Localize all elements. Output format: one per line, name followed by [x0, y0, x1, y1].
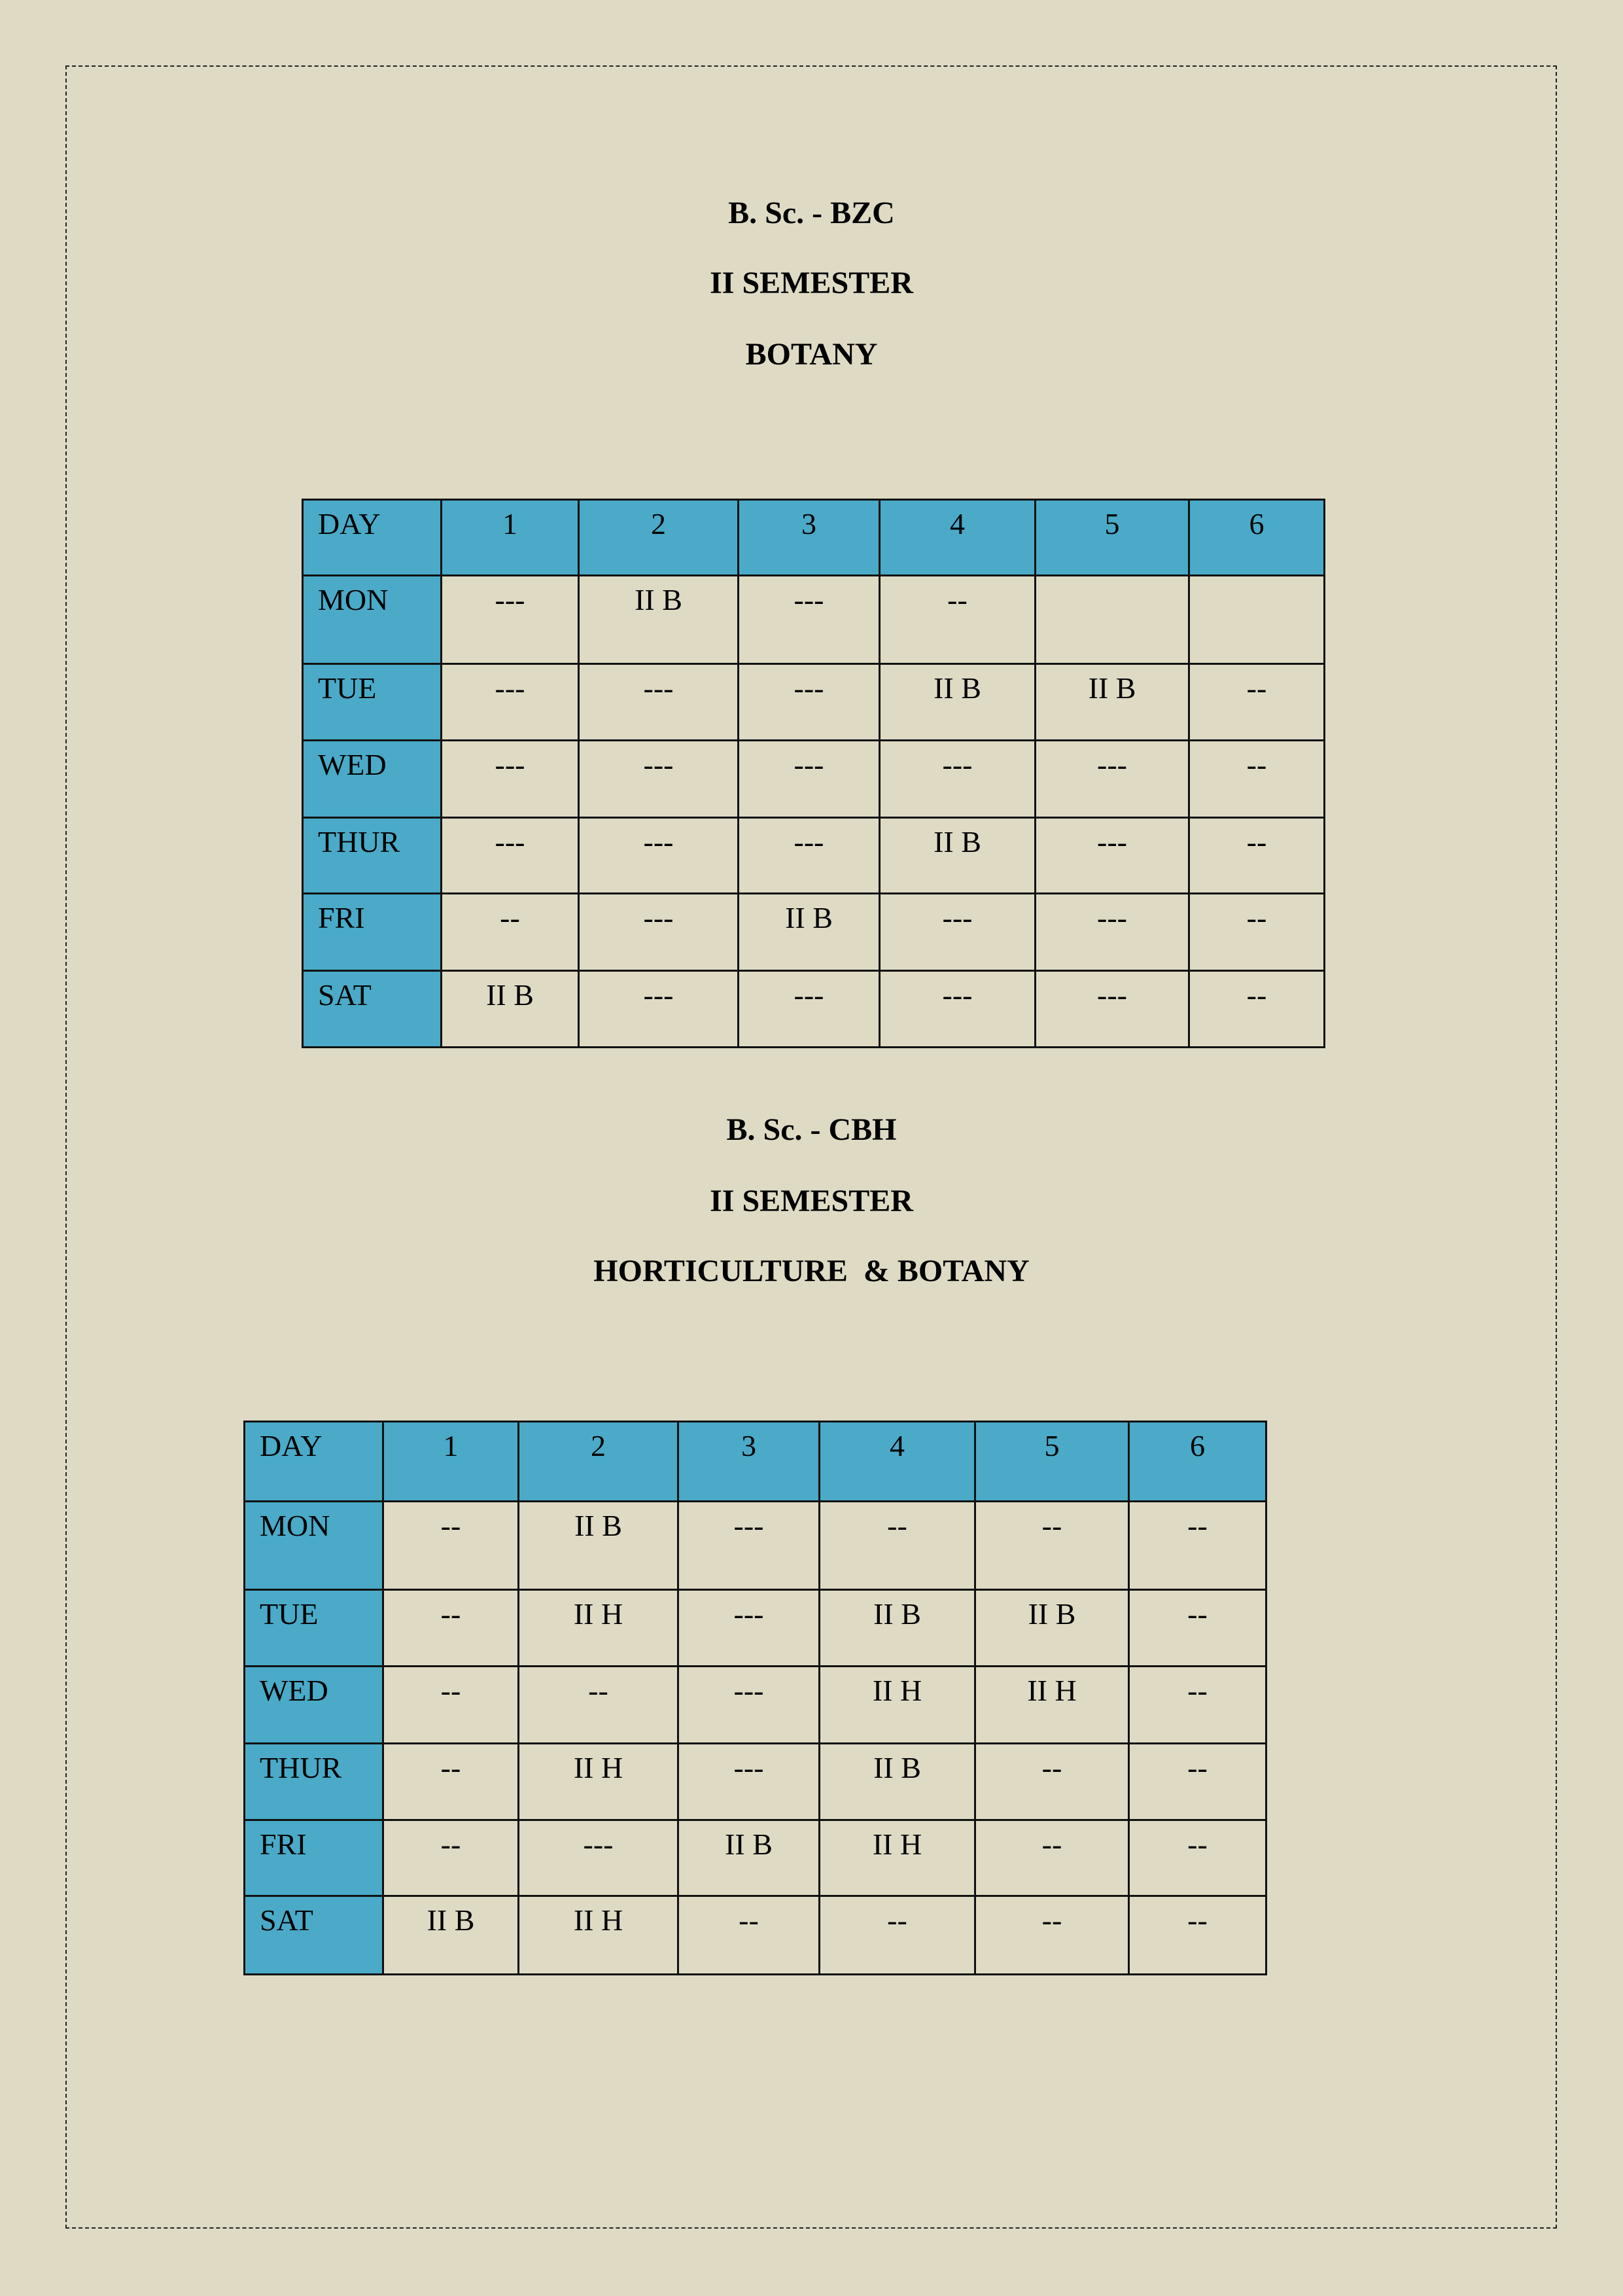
table-cell: II B — [739, 894, 880, 971]
table-cell: -- — [820, 1896, 975, 1975]
day-label: WED — [303, 741, 442, 818]
subject-title-bzc: BOTANY — [745, 337, 878, 372]
table-cell — [1189, 576, 1325, 664]
table-cell: II H — [519, 1744, 678, 1820]
period-header: 1 — [383, 1422, 519, 1502]
day-label: TUE — [303, 664, 442, 741]
table-cell: -- — [820, 1502, 975, 1590]
table-cell: --- — [442, 664, 579, 741]
table-cell: --- — [442, 741, 579, 818]
period-header: 3 — [678, 1422, 820, 1502]
day-label: SAT — [303, 971, 442, 1048]
table-row — [245, 1667, 1266, 1744]
table-cell: --- — [1036, 818, 1189, 894]
table-cell: -- — [1129, 1502, 1266, 1590]
table-row — [245, 1896, 1266, 1975]
timetable-cbh — [243, 1421, 1267, 1975]
table-cell: --- — [579, 818, 739, 894]
table-cell: -- — [1189, 741, 1325, 818]
table-cell: --- — [1036, 971, 1189, 1048]
day-label: WED — [245, 1667, 383, 1744]
table-cell: --- — [579, 741, 739, 818]
table-cell: --- — [1036, 894, 1189, 971]
semester-title-bzc: II SEMESTER — [710, 266, 913, 300]
table-cell: -- — [975, 1820, 1129, 1896]
table-cell: -- — [880, 576, 1036, 664]
table-cell: --- — [739, 971, 880, 1048]
table-cell: II B — [1036, 664, 1189, 741]
day-label: FRI — [303, 894, 442, 971]
table-cell: -- — [383, 1502, 519, 1590]
table-cell: II B — [975, 1590, 1129, 1667]
period-header: 6 — [1189, 500, 1325, 576]
table-row — [303, 664, 1325, 741]
table-cell: -- — [678, 1896, 820, 1975]
table-cell: -- — [1129, 1896, 1266, 1975]
table-cell: --- — [678, 1667, 820, 1744]
table-cell: -- — [1129, 1667, 1266, 1744]
table-cell: -- — [1189, 664, 1325, 741]
table-cell: II B — [880, 664, 1036, 741]
table-cell: -- — [383, 1590, 519, 1667]
table-row — [303, 818, 1325, 894]
table-cell: --- — [579, 664, 739, 741]
day-header: DAY — [303, 500, 442, 576]
table-cell: -- — [1129, 1590, 1266, 1667]
table-cell: II B — [880, 818, 1036, 894]
table-cell: II B — [519, 1502, 678, 1590]
table-cell: --- — [579, 971, 739, 1048]
period-header: 5 — [975, 1422, 1129, 1502]
period-header: 1 — [442, 500, 579, 576]
period-header: 3 — [739, 500, 880, 576]
period-header: 4 — [880, 500, 1036, 576]
table-row — [303, 576, 1325, 664]
table-cell: --- — [442, 818, 579, 894]
table-cell: -- — [442, 894, 579, 971]
table-cell: II B — [820, 1744, 975, 1820]
day-header: DAY — [245, 1422, 383, 1502]
table-cell: --- — [678, 1744, 820, 1820]
program-title-bzc: B. Sc. - BZC — [728, 196, 895, 230]
program-title-cbh: B. Sc. - CBH — [726, 1112, 897, 1147]
table-cell: II B — [820, 1590, 975, 1667]
table-cell: --- — [880, 741, 1036, 818]
day-label: MON — [245, 1502, 383, 1590]
subject-title-cbh: HORTICULTURE & BOTANY — [593, 1254, 1030, 1288]
semester-title-cbh: II SEMESTER — [710, 1184, 913, 1218]
table-row — [303, 741, 1325, 818]
day-label: THUR — [245, 1744, 383, 1820]
table-cell: -- — [1189, 818, 1325, 894]
table-cell: -- — [975, 1502, 1129, 1590]
day-label: THUR — [303, 818, 442, 894]
table-cell: --- — [739, 576, 880, 664]
timetable-bzc — [302, 499, 1325, 1048]
table-cell: II B — [579, 576, 739, 664]
table-cell: --- — [1036, 741, 1189, 818]
table-cell: --- — [519, 1820, 678, 1896]
table-cell: -- — [1189, 894, 1325, 971]
table-cell: -- — [975, 1896, 1129, 1975]
table-cell: II H — [519, 1590, 678, 1667]
table-cell: II B — [442, 971, 579, 1048]
table-row — [245, 1820, 1266, 1896]
table-cell: -- — [1129, 1744, 1266, 1820]
table-cell: -- — [519, 1667, 678, 1744]
period-header: 5 — [1036, 500, 1189, 576]
table-cell: --- — [579, 894, 739, 971]
table-cell: --- — [739, 818, 880, 894]
table-cell: --- — [442, 576, 579, 664]
table-cell: --- — [678, 1502, 820, 1590]
table-row — [303, 894, 1325, 971]
table-row — [245, 1502, 1266, 1590]
table-cell: -- — [383, 1667, 519, 1744]
table-cell: -- — [383, 1820, 519, 1896]
table-cell: -- — [1129, 1820, 1266, 1896]
period-header: 6 — [1129, 1422, 1266, 1502]
table-cell: II H — [820, 1820, 975, 1896]
day-label: MON — [303, 576, 442, 664]
table-row — [303, 971, 1325, 1048]
table-cell: --- — [678, 1590, 820, 1667]
day-label: TUE — [245, 1590, 383, 1667]
table-cell: --- — [880, 894, 1036, 971]
table-cell — [1036, 576, 1189, 664]
table-cell: II B — [383, 1896, 519, 1975]
table-row — [245, 1590, 1266, 1667]
table-cell: --- — [880, 971, 1036, 1048]
table-cell: II H — [820, 1667, 975, 1744]
day-label: FRI — [245, 1820, 383, 1896]
table-cell: II H — [519, 1896, 678, 1975]
table-cell: -- — [975, 1744, 1129, 1820]
period-header: 2 — [519, 1422, 678, 1502]
period-header: 2 — [579, 500, 739, 576]
table-cell: --- — [739, 664, 880, 741]
day-label: SAT — [245, 1896, 383, 1975]
table-row — [245, 1744, 1266, 1820]
period-header: 4 — [820, 1422, 975, 1502]
table-cell: II H — [975, 1667, 1129, 1744]
table-cell: -- — [383, 1744, 519, 1820]
table-cell: -- — [1189, 971, 1325, 1048]
table-cell: II B — [678, 1820, 820, 1896]
table-cell: --- — [739, 741, 880, 818]
